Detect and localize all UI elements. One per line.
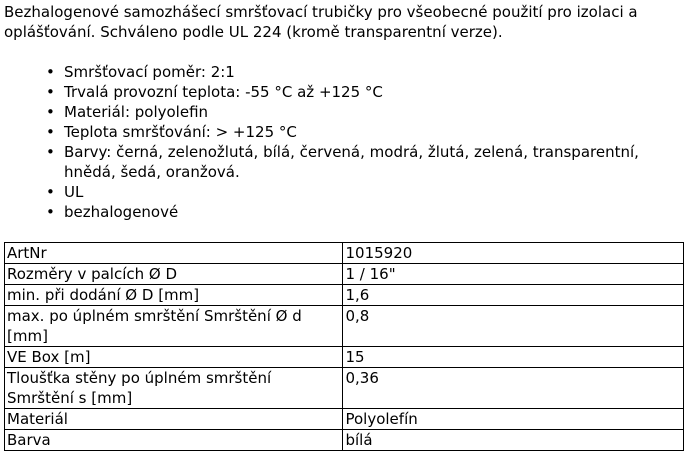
feature-text: Barvy: černá, zelenožlutá, bílá, červená, modrá, žlutá, zelená, transparentní, hnědá, šedá, oranžová. [64,143,639,181]
feature-list [0,62,688,222]
spec-value: 1 / 16" [343,264,684,285]
feature-item [0,122,688,142]
table-row [5,430,684,451]
table-row [5,264,684,285]
spec-key: min. při dodání Ø D [mm] [5,285,343,306]
feature-item [0,202,688,222]
table-row [5,368,684,409]
feature-item [0,142,688,182]
feature-item [0,182,688,202]
spec-key: Barva [5,430,343,451]
bullet-icon: • [46,103,55,121]
product-description: Bezhalogenové samozhášecí smršťovací trubičky pro všeobecné použití pro izolaci a oplášťování. Schváleno podle UL 224 (kromě transparentní verze). [4,3,638,41]
spec-value: 0,36 [343,368,684,409]
spec-value: 15 [343,347,684,368]
spec-value: 0,8 [343,306,684,347]
bullet-icon: • [46,203,55,221]
spec-value: 1015920 [343,243,684,264]
spec-key: ArtNr [5,243,343,264]
feature-item [0,102,688,122]
feature-text: Teplota smršťování: > +125 °C [64,123,297,141]
spec-key: Rozměry v palcích Ø D [5,264,343,285]
bullet-icon: • [46,83,55,101]
table-row [5,285,684,306]
feature-text: Materiál: polyolefin [64,103,209,121]
spec-key: max. po úplném smrštění Smrštění Ø d [mm] [5,306,343,347]
spec-key: VE Box [m] [5,347,343,368]
table-row [5,306,684,347]
feature-item [0,62,688,82]
spec-key: Tloušťka stěny po úplném smrštění Smrštění s [mm] [5,368,343,409]
bullet-icon: • [46,123,55,141]
spec-value: bílá [343,430,684,451]
spec-key: Materiál [5,409,343,430]
spec-value: Polyolefín [343,409,684,430]
feature-text: bezhalogenové [64,203,179,221]
table-row [5,409,684,430]
feature-text: Smršťovací poměr: 2:1 [64,63,235,81]
spec-table [4,242,684,451]
bullet-icon: • [46,183,55,201]
feature-text: Trvalá provozní teplota: -55 °C až +125 °C [64,83,383,101]
bullet-icon: • [46,143,55,161]
spec-value: 1,6 [343,285,684,306]
bullet-icon: • [46,63,55,81]
feature-item [0,82,688,102]
table-row [5,347,684,368]
table-row [5,243,684,264]
feature-text: UL [64,183,84,201]
